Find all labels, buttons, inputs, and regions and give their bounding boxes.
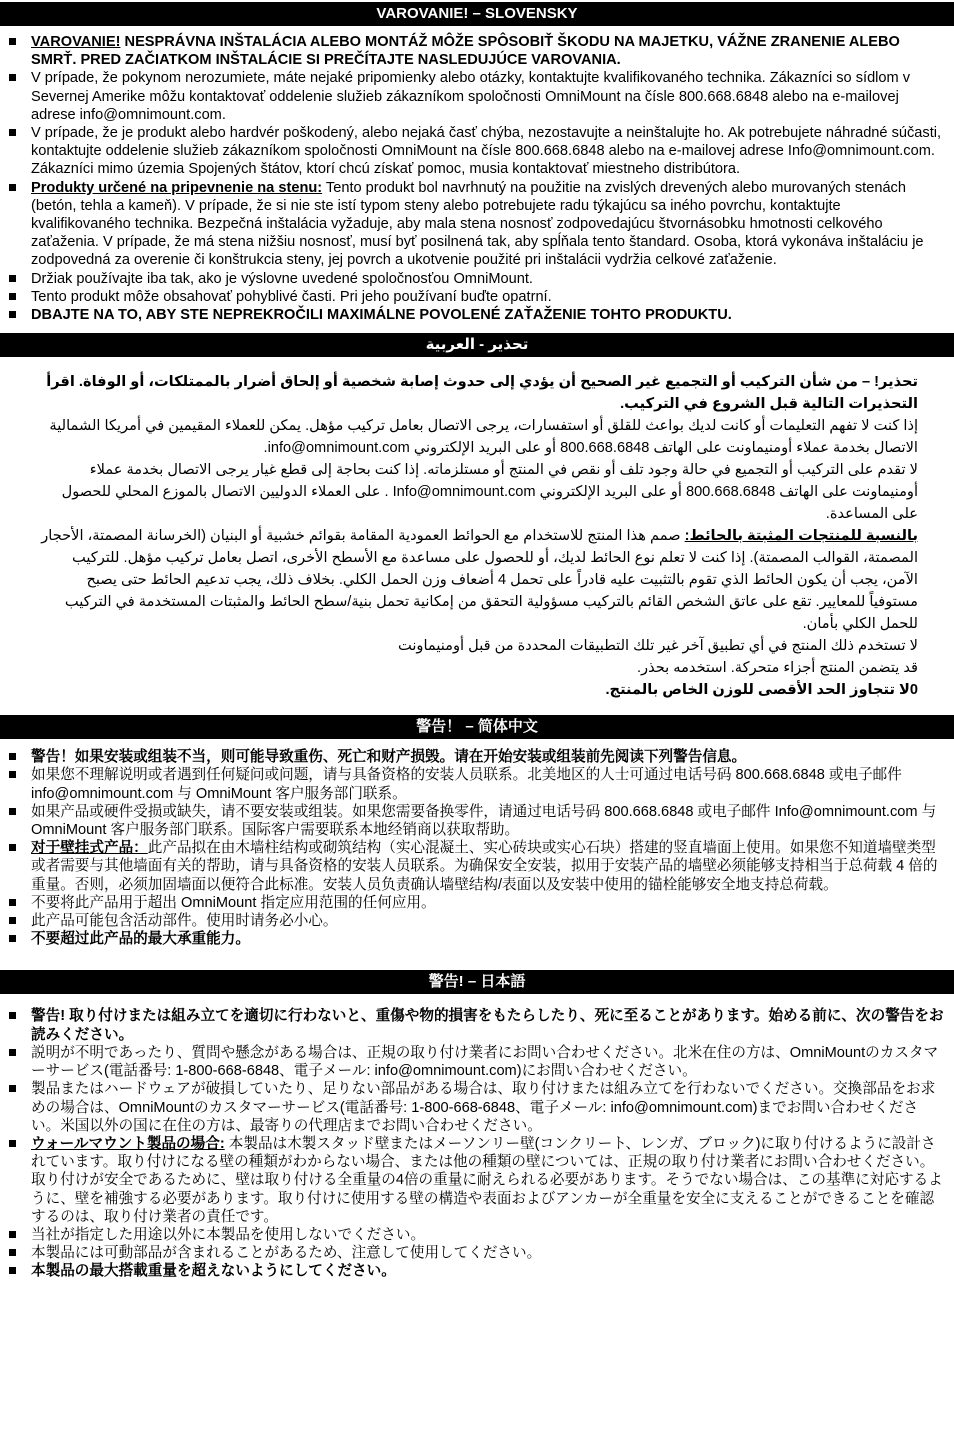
bullet-icon xyxy=(9,275,16,282)
bullet-icon xyxy=(9,129,16,136)
bullet-icon xyxy=(9,311,16,318)
list-item: 製品またはハードウェアが破損していたり、足りない部品がある場合は、取り付けまたは組み立てを行わないでください。交換部品をお求めの場合は、OmniMountのカスタマーサービス(電話番号: 1-800-668-6848、電子メール: info@omnimount.com)までお問い合わせください。米国以外の国に在住の方は、最寄りの代理店までお問い合わせください。 xyxy=(31,1080,944,1135)
warnings-page xyxy=(0,2,954,1432)
bullet-icon xyxy=(9,935,16,942)
list-item: ウォールマウント製品の場合: 本製品は木製スタッド壁またはメーソンリー壁(コンクリート、レンガ、ブロック)に取り付けるように設計されています。取り付けになる壁の種類がわからない場合、または他の種類の壁については、正規の取り付け業者にお問い合わせください。取り付けが安全であるために、壁は取り付ける全重量の4倍の重量に耐えられる必要があります。そうでない場合は、この基準に対応するように、壁を補強する必要があります。取り付けに使用する壁の構造や表面およびアンカーが全重量を安全に支えることができることを確認するのは、取り付け業者の責任です。 xyxy=(31,1135,944,1226)
list-item: Držiak používajte iba tak, ako je výslovne uvedené spoločnosťou OmniMount. xyxy=(31,270,944,288)
list-item: 不要将此产品用于超出 OmniMount 指定应用范围的任何应用。 xyxy=(31,894,944,912)
list-item: Produkty určené na pripevnenie na stenu: Tento produkt bol navrhnutý na použitie na zvislých drevených alebo murovaných stenách (betón, tehla a kameň). V prípade, že si nie ste istí typom steny alebo potrebujete radu týkajúcu sa iného povrchu, kontaktujte kvalifikovaného technika. Bezpečná inštalácia vyžaduje, aby mala stena nosnosť zodpovedajúcu štvornásobku hmotnosti celkového zaťaženia. V prípade, že má stena nižšiu nosnosť, musí byť posilnená tak, aby spĺňala tento štandard. Osoba, ktorá vykonáva inštaláciu je zodpovedná za overenie či konštrukcia steny, jej povrch a ukotvenie použité pri inštalácii vydržia celkové zaťaženie. xyxy=(31,179,944,270)
list-item: 不要超过此产品的最大承重能力。 xyxy=(31,930,944,948)
list-item: 如果产品或硬件受损或缺失，请不要安装或组装。如果您需要备换零件，请通过电话号码 800.668.6848 或电子邮件 Info@omnimount.com 与 OmniMount 客户服务部门联系。国际客户需要联系本地经销商以获取帮助。 xyxy=(31,803,944,839)
arabic-paragraph: قد يتضمن المنتج أجزاء متحركة. استخدمه بحذر. xyxy=(636,660,918,677)
bullet-icon xyxy=(9,1140,16,1147)
section-header-chinese: 警告！ – 简体中文 xyxy=(0,715,954,739)
arabic-paragraph: لا تستخدم ذلك المنتج في أي تطبيق آخر غير تلك التطبيقات المحددة من قبل أومنيماونت xyxy=(398,638,918,655)
list-item: V prípade, že je produkt alebo hardvér poškodený, alebo nejaká časť chýba, nezostavujte a neinštalujte ho. Ak potrebujete náhradné súčasti, kontaktujte oddelenie služieb zákazníkom spoločnosti OmniMount na čísle 800.668.6848 alebo na e-mailovej adrese Info@omnimount.com. Zákazníci mimo územia Spojených štátov, ktorí chcú získať pomoc, musia kontaktovať miestneho distribútora. xyxy=(31,124,944,179)
section-header-arabic: تحذير - العربية xyxy=(0,333,954,357)
list-item: DBAJTE NA TO, ABY STE NEPREKROČILI MAXIMÁLNE POVOLENÉ ZAŤAŽENIE TOHTO PRODUKTU. xyxy=(31,306,944,324)
list-item: Tento produkt môže obsahovať pohyblivé časti. Pri jeho používaní buďte opatrní. xyxy=(31,288,944,306)
list-item: 警告！如果安装或组装不当，则可能导致重伤、死亡和财产损毁。请在开始安装或组装前先阅读下列警告信息。 xyxy=(31,748,944,766)
japanese-warning-list xyxy=(0,1007,954,1280)
list-item: 本製品には可動部品が含まれることがあるため、注意して使用してください。 xyxy=(31,1244,944,1262)
list-item: 本製品の最大搭載重量を超えないようにしてください。 xyxy=(31,1262,944,1280)
arabic-paragraph: تحذير! – من شأن التركيب أو التجميع غير الصحيح أن يؤدي إلى حدوث إصابة شخصية أو إلحاق أضرار بالممتلكات، أو الوفاة. اقرأ التحذيرات التالية قبل الشروع في التركيب. xyxy=(46,374,918,413)
list-item: 当社が指定した用途以外に本製品を使用しないでください。 xyxy=(31,1226,944,1244)
arabic-paragraph: إذا كنت لا تفهم التعليمات أو كانت لديك بواعث للقلق أو استفسارات، يرجى الاتصال بعامل تركيب مؤهل. يمكن للعملاء المقيمين في أمريكا الشمالية الاتصال بخدمة عملاء أومنيماونت على الهاتف 800.668.6848 أو على البريد الإلكتروني info@omnimount.com. xyxy=(49,418,918,457)
list-item: V prípade, že pokynom nerozumiete, máte nejaké pripomienky alebo otázky, kontaktujte kvalifikovaného technika. Zákazníci so sídlom v Severnej Amerike môžu kontaktovať oddelenie služieb zákazníkom spoločnosti OmniMount na čísle 800.668.6848 alebo na e-mailovej adrese info@omnimount.com. xyxy=(31,69,944,124)
bullet-icon xyxy=(9,753,16,760)
bullet-icon xyxy=(9,844,16,851)
section-header-japanese: 警告! – 日本語 xyxy=(0,970,954,994)
bullet-icon xyxy=(9,1085,16,1092)
bullet-icon xyxy=(9,74,16,81)
bullet-icon xyxy=(9,771,16,778)
section-header-slovak: VAROVANIE! – SLOVENSKY xyxy=(0,2,954,26)
chinese-warning-list xyxy=(0,748,954,948)
arabic-paragraph: بالنسبة للمنتجات المثبتة بالحائط: صمم هذا المنتج للاستخدام مع الحوائط العمودية المقامة بقوائم خشبية أو البنيان (الخرسانة المصمتة، الأحجار المصمتة، القوالب المصمتة). إذا كنت لا تعلم نوع الحائط لديك، أو للحصول على مساعدة مع الأسطح الأخرى، اتصل بعامل تركيب مؤهل. للتركيب الآمن، يجب أن يكون الحائط الذي تقوم بالتثبيت عليه قادراً على تحمل 4 أضعاف وزن الحمل الكلي. بخلاف ذلك، يجب تدعيم الحائط حتى يصبح مستوفياً للمعايير. تقع على عاتق الشخص القائم بالتركيب مسؤولية التحقق من إمكانية تحمل بنية/سطح الحائط والمثبتات المستخدمة في التركيب للحمل الكلي بأمان. xyxy=(41,528,918,633)
list-item: 警告! 取り付けまたは組み立てを適切に行わないと、重傷や物的損害をもたらしたり、死に至ることがあります。始める前に、次の警告をお読みください。 xyxy=(31,1007,944,1043)
bullet-icon xyxy=(9,1049,16,1056)
bullet-icon xyxy=(9,1231,16,1238)
slovak-warning-list xyxy=(0,33,954,324)
bullet-icon xyxy=(9,38,16,45)
bullet-icon xyxy=(9,899,16,906)
bullet-icon xyxy=(9,1249,16,1256)
list-item: 此产品可能包含活动部件。使用时请务必小心。 xyxy=(31,912,944,930)
list-item: VAROVANIE! NESPRÁVNA INŠTALÁCIA ALEBO MONTÁŽ MÔŽE SPÔSOBIŤ ŠKODU NA MAJETKU, VÁŽNE ZRANENIE ALEBO SMRŤ. PRED ZAČIATKOM INŠTALÁCIE SI PREČÍTAJTE NASLEDUJÚCE VAROVANIA. xyxy=(31,33,944,69)
list-item: 对于壁挂式产品：此产品拟在由木墙柱结构或砌筑结构（实心混凝土、实心砖块或实心石块）搭建的竖直墙面上使用。如果您不知道墙壁类型或者需要与其他墙面有关的帮助，请与具备资格的安装人员联系。为确保安全安装，拟用于安装产品的墙壁必须能够支持相当于总荷载 4 倍的重量。否则，必须加固墙面以便符合此标准。安装人员负责确认墙壁结构/表面以及安装中使用的锚栓能够安全地支持总荷载。 xyxy=(31,839,944,894)
arabic-paragraph: 0لا تتجاوز الحد الأقصى للوزن الخاص بالمنتج. xyxy=(605,682,918,699)
arabic-paragraph: لا تقدم على التركيب أو التجميع في حالة وجود تلف أو نقص في المنتج أو مستلزماته. إذا كنت بحاجة إلى قطع غيار يرجى الاتصال بخدمة عملاء أومنيماونت على الهاتف 800.668.6848 أو على البريد الإلكتروني Info@omnimount.com . على العملاء الدوليين الاتصال بالموزع المحلي للحصول على المساعدة. xyxy=(61,462,918,523)
list-item: 如果您不理解说明或者遇到任何疑问或问题，请与具备资格的安装人员联系。北美地区的人士可通过电话号码 800.668.6848 或电子邮件 info@omnimount.com 与 OmniMount 客户服务部门联系。 xyxy=(31,766,944,802)
arabic-warning-block xyxy=(0,371,954,701)
bullet-icon xyxy=(9,808,16,815)
bullet-icon xyxy=(9,293,16,300)
bullet-icon xyxy=(9,184,16,191)
list-item: 説明が不明であったり、質問や懸念がある場合は、正規の取り付け業者にお問い合わせください。北米在住の方は、OmniMountのカスタマーサービス(電話番号: 1-800-668-6848、電子メール: info@omnimount.com)にお問い合わせください。 xyxy=(31,1044,944,1080)
bullet-icon xyxy=(9,1012,16,1019)
bullet-icon xyxy=(9,1267,16,1274)
bullet-icon xyxy=(9,917,16,924)
